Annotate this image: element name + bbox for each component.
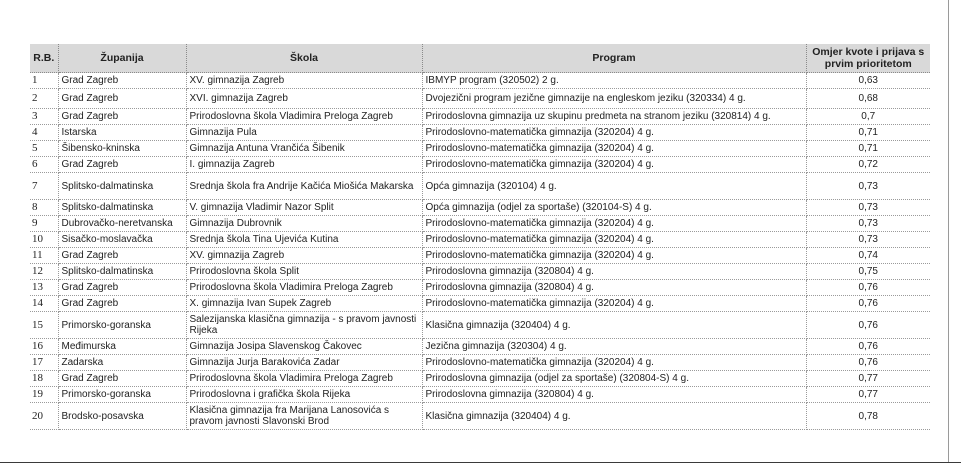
table-row: [30, 296, 930, 312]
cell-omjer: 0,76: [806, 296, 930, 312]
cell-skola: Prirodoslovna škola Split: [186, 264, 422, 280]
cell-zupanija: Grad Zagreb: [58, 371, 186, 387]
cell-program: Prirodoslovna gimnazija (odjel za sportaše) (320804-S) 4 g.: [422, 371, 806, 387]
cell-omjer: 0,72: [806, 157, 930, 173]
cell-rb: 20: [30, 403, 58, 430]
cell-rb: 15: [30, 312, 58, 339]
cell-zupanija: Splitsko-dalmatinska: [58, 173, 186, 200]
cell-rb: 2: [30, 89, 58, 109]
cell-program: Prirodoslovno-matematička gimnazija (320204) 4 g.: [422, 157, 806, 173]
cell-omjer: 0,71: [806, 141, 930, 157]
header-row: [30, 44, 930, 73]
cell-rb: 8: [30, 200, 58, 216]
cell-zupanija: Splitsko-dalmatinska: [58, 264, 186, 280]
cell-zupanija: Grad Zagreb: [58, 89, 186, 109]
cell-rb: 14: [30, 296, 58, 312]
cell-skola: Srednja škola Tina Ujevića Kutina: [186, 232, 422, 248]
cell-program: Prirodoslovno-matematička gimnazija (320204) 4 g.: [422, 216, 806, 232]
cell-zupanija: Zadarska: [58, 355, 186, 371]
cell-rb: 3: [30, 109, 58, 125]
cell-program: Klasična gimnazija (320404) 4 g.: [422, 403, 806, 430]
cell-skola: Gimnazija Pula: [186, 125, 422, 141]
cell-omjer: 0,78: [806, 403, 930, 430]
cell-program: Opća gimnazija (320104) 4 g.: [422, 173, 806, 200]
cell-zupanija: Splitsko-dalmatinska: [58, 200, 186, 216]
cell-skola: Salezijanska klasična gimnazija - s pravom javnosti Rijeka: [186, 312, 422, 339]
cell-program: Dvojezični program jezične gimnazije na engleskom jeziku (320334) 4 g.: [422, 89, 806, 109]
header-rb: R.B.: [30, 44, 58, 73]
cell-program: Opća gimnazija (odjel za sportaše) (320104-S) 4 g.: [422, 200, 806, 216]
table-row: [30, 200, 930, 216]
cell-rb: 17: [30, 355, 58, 371]
table-row: [30, 216, 930, 232]
cell-rb: 4: [30, 125, 58, 141]
table-row: [30, 339, 930, 355]
cell-zupanija: Grad Zagreb: [58, 157, 186, 173]
table-row: [30, 141, 930, 157]
cell-program: Prirodoslovno-matematička gimnazija (320204) 4 g.: [422, 296, 806, 312]
cell-omjer: 0,76: [806, 355, 930, 371]
cell-skola: Prirodoslovna i grafička škola Rijeka: [186, 387, 422, 403]
cell-omjer: 0,75: [806, 264, 930, 280]
cell-zupanija: Grad Zagreb: [58, 73, 186, 89]
cell-rb: 9: [30, 216, 58, 232]
cell-rb: 12: [30, 264, 58, 280]
cell-rb: 6: [30, 157, 58, 173]
cell-rb: 1: [30, 73, 58, 89]
cell-skola: Srednja škola fra Andrije Kačića Miošića Makarska: [186, 173, 422, 200]
cell-program: Jezična gimnazija (320304) 4 g.: [422, 339, 806, 355]
cell-rb: 16: [30, 339, 58, 355]
cell-omjer: 0,73: [806, 173, 930, 200]
cell-skola: I. gimnazija Zagreb: [186, 157, 422, 173]
cell-skola: X. gimnazija Ivan Supek Zagreb: [186, 296, 422, 312]
cell-program: Prirodoslovna gimnazija (320804) 4 g.: [422, 280, 806, 296]
table-body: [30, 73, 930, 430]
cell-skola: XV. gimnazija Zagreb: [186, 248, 422, 264]
cell-zupanija: Međimurska: [58, 339, 186, 355]
table-row: [30, 355, 930, 371]
cell-rb: 19: [30, 387, 58, 403]
frame-bottom-border: [0, 462, 961, 463]
cell-skola: Gimnazija Josipa Slavenskog Čakovec: [186, 339, 422, 355]
cell-program: Prirodoslovna gimnazija uz skupinu predmeta na stranom jeziku (320814) 4 g.: [422, 109, 806, 125]
cell-rb: 5: [30, 141, 58, 157]
cell-omjer: 0,74: [806, 248, 930, 264]
cell-omjer: 0,68: [806, 89, 930, 109]
cell-zupanija: Grad Zagreb: [58, 248, 186, 264]
cell-omjer: 0,76: [806, 339, 930, 355]
header-zupanija: Županija: [58, 44, 186, 73]
cell-program: Prirodoslovno-matematička gimnazija (320204) 4 g.: [422, 355, 806, 371]
header-omjer: Omjer kvote i prijava s prvim prioritetom: [806, 44, 930, 73]
cell-program: Prirodoslovno-matematička gimnazija (320204) 4 g.: [422, 125, 806, 141]
cell-rb: 7: [30, 173, 58, 200]
cell-zupanija: Primorsko-goranska: [58, 312, 186, 339]
cell-zupanija: Brodsko-posavska: [58, 403, 186, 430]
table-row: [30, 109, 930, 125]
table-row: [30, 248, 930, 264]
cell-skola: Gimnazija Jurja Barakovića Zadar: [186, 355, 422, 371]
table-row: [30, 387, 930, 403]
cell-omjer: 0,77: [806, 387, 930, 403]
table-row: [30, 173, 930, 200]
cell-skola: Prirodoslovna škola Vladimira Preloga Zagreb: [186, 280, 422, 296]
header-skola: Škola: [186, 44, 422, 73]
cell-zupanija: Grad Zagreb: [58, 296, 186, 312]
cell-zupanija: Sisačko-moslavačka: [58, 232, 186, 248]
cell-omjer: 0,71: [806, 125, 930, 141]
table-row: [30, 89, 930, 109]
cell-program: Klasična gimnazija (320404) 4 g.: [422, 312, 806, 339]
table-row: [30, 125, 930, 141]
table-row: [30, 157, 930, 173]
table-row: [30, 371, 930, 387]
table-row: [30, 232, 930, 248]
cell-rb: 18: [30, 371, 58, 387]
cell-program: Prirodoslovno-matematička gimnazija (320204) 4 g.: [422, 232, 806, 248]
cell-program: Prirodoslovno-matematička gimnazija (320204) 4 g.: [422, 141, 806, 157]
cell-skola: Klasična gimnazija fra Marijana Lanosovića s pravom javnosti Slavonski Brod: [186, 403, 422, 430]
cell-rb: 10: [30, 232, 58, 248]
header-program: Program: [422, 44, 806, 73]
cell-skola: Gimnazija Dubrovnik: [186, 216, 422, 232]
table-row: [30, 312, 930, 339]
cell-zupanija: Grad Zagreb: [58, 280, 186, 296]
cell-skola: XV. gimnazija Zagreb: [186, 73, 422, 89]
cell-zupanija: Istarska: [58, 125, 186, 141]
cell-omjer: 0,73: [806, 216, 930, 232]
cell-omjer: 0,7: [806, 109, 930, 125]
cell-zupanija: Primorsko-goranska: [58, 387, 186, 403]
cell-zupanija: Dubrovačko-neretvanska: [58, 216, 186, 232]
cell-skola: V. gimnazija Vladimir Nazor Split: [186, 200, 422, 216]
table-header: [30, 44, 930, 73]
cell-rb: 11: [30, 248, 58, 264]
cell-program: Prirodoslovno-matematička gimnazija (320204) 4 g.: [422, 248, 806, 264]
frame-right-border: [948, 0, 949, 462]
cell-rb: 13: [30, 280, 58, 296]
cell-zupanija: Grad Zagreb: [58, 109, 186, 125]
ranking-table: [30, 44, 930, 430]
cell-skola: Prirodoslovna škola Vladimira Preloga Zagreb: [186, 109, 422, 125]
cell-zupanija: Šibensko-kninska: [58, 141, 186, 157]
spreadsheet-sheet: [30, 44, 930, 430]
cell-omjer: 0,73: [806, 232, 930, 248]
cell-omjer: 0,63: [806, 73, 930, 89]
cell-omjer: 0,76: [806, 280, 930, 296]
table-row: [30, 264, 930, 280]
cell-skola: Gimnazija Antuna Vrančića Šibenik: [186, 141, 422, 157]
cell-omjer: 0,73: [806, 200, 930, 216]
table-row: [30, 73, 930, 89]
cell-program: IBMYP program (320502) 2 g.: [422, 73, 806, 89]
cell-program: Prirodoslovna gimnazija (320804) 4 g.: [422, 387, 806, 403]
cell-program: Prirodoslovna gimnazija (320804) 4 g.: [422, 264, 806, 280]
cell-omjer: 0,77: [806, 371, 930, 387]
cell-skola: Prirodoslovna škola Vladimira Preloga Zagreb: [186, 371, 422, 387]
cell-omjer: 0,76: [806, 312, 930, 339]
cell-skola: XVI. gimnazija Zagreb: [186, 89, 422, 109]
table-row: [30, 280, 930, 296]
table-row: [30, 403, 930, 430]
